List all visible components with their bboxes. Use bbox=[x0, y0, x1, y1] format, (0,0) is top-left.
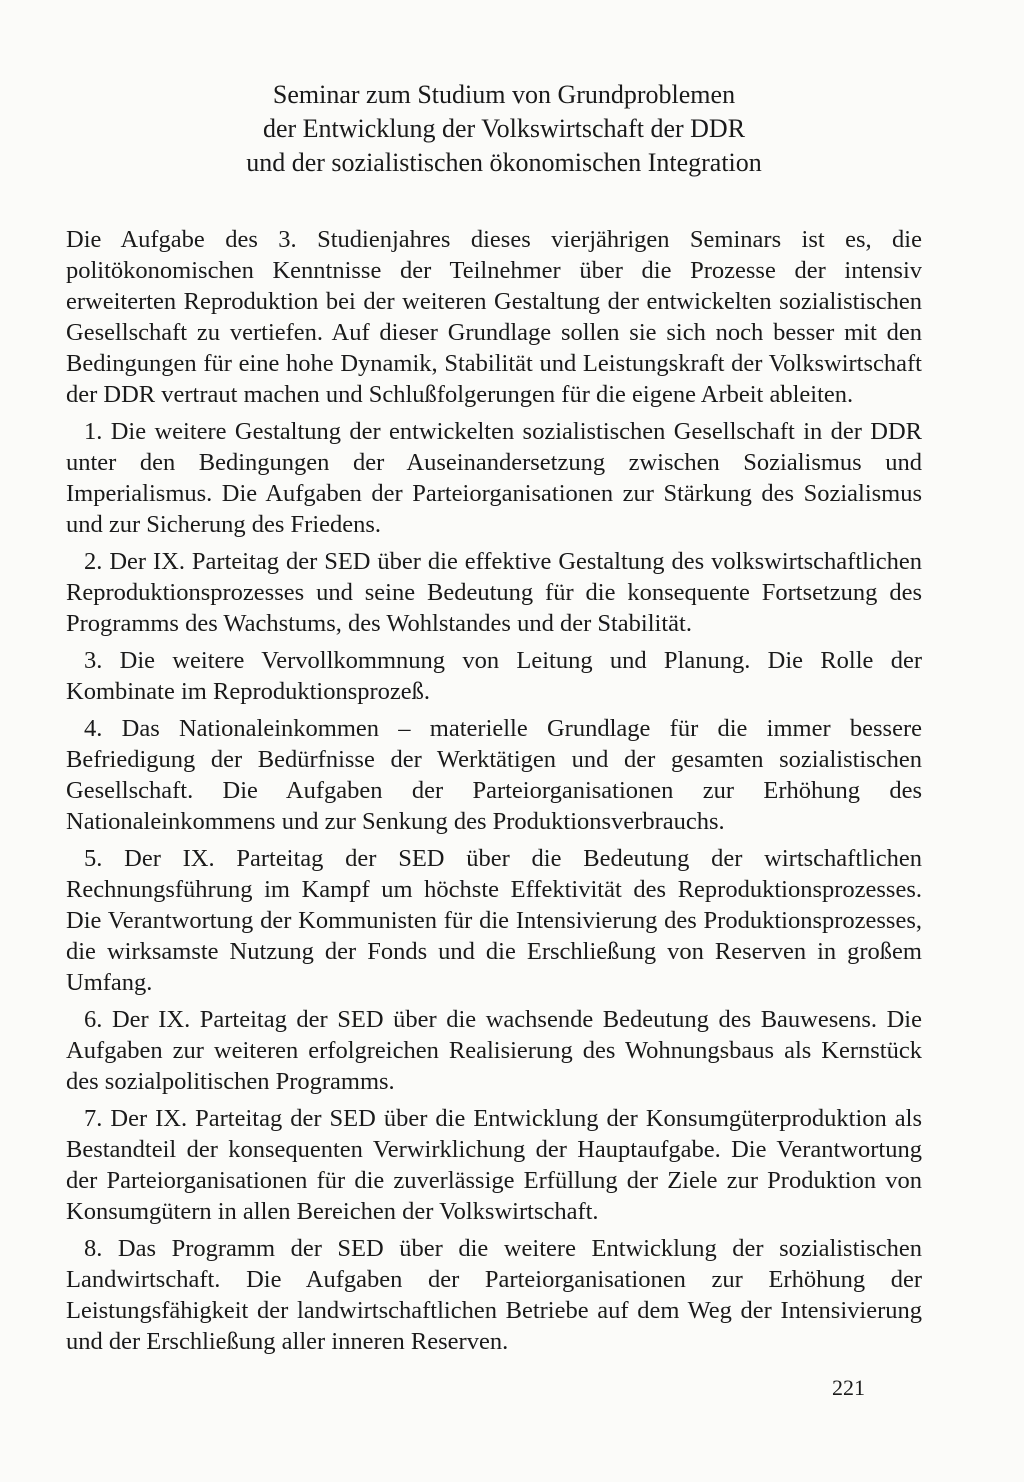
page-title bbox=[86, 78, 922, 180]
list-item-7: 7. Der IX. Parteitag der SED über die Entwicklung der Konsumgüterproduktion als Bestandteil der konsequenten Verwirklichung der Hauptaufgabe. Die Verantwortung der Parteiorganisationen für die zuverlässige Erfüllung der Ziele zur Produktion von Konsumgütern in allen Bereichen der Volkswirtschaft. bbox=[66, 1105, 922, 1225]
list-item-2: 2. Der IX. Parteitag der SED über die effektive Gestaltung des volkswirtschaftlichen Reproduktionsprozesses und seine Bedeutung für die konsequente Fortsetzung des Programms des Wachstums, des Wohlstandes und der Stabilität. bbox=[66, 548, 922, 637]
title-line-1: Seminar zum Studium von Grundproblemen bbox=[272, 80, 736, 109]
list-item-1: 1. Die weitere Gestaltung der entwickelten sozialistischen Gesellschaft in der DDR unter den Bedingungen der Auseinandersetzung zwischen Sozialismus und Imperialismus. Die Aufgaben der Parteiorganisationen zur Stärkung des Sozialismus und zur Sicherung des Friedens. bbox=[66, 418, 922, 538]
list-item-4: 4. Das Nationaleinkommen – materielle Grundlage für die immer bessere Befriedigung der Bedürfnisse der Werktätigen und der gesamten sozialistischen Gesellschaft. Die Aufgaben der Parteiorganisationen zur Erhöhung des Nationaleinkommens und zur Senkung des Produktionsverbrauchs. bbox=[66, 715, 922, 835]
list-item-3: 3. Die weitere Vervollkommnung von Leitung und Planung. Die Rolle der Kombinate im Reproduktionsprozeß. bbox=[66, 647, 922, 705]
list-item-6: 6. Der IX. Parteitag der SED über die wachsende Bedeutung des Bauwesens. Die Aufgaben zur weiteren erfolgreichen Realisierung des Wohnungsbaus als Kernstück des sozialpolitischen Programms. bbox=[66, 1006, 922, 1095]
page-number: 221 bbox=[832, 1375, 865, 1400]
title-line-2: der Entwicklung der Volkswirtschaft der DDR bbox=[262, 114, 746, 143]
list-item-8: 8. Das Programm der SED über die weitere Entwicklung der sozialistischen Landwirtschaft. Die Aufgaben der Parteiorganisationen zur Erhöhung der Leistungsfähigkeit der landwirtschaftlichen Betriebe auf dem Weg der Intensivierung und der Erschließung aller inneren Reserven. bbox=[66, 1235, 922, 1355]
intro-paragraph: Die Aufgabe des 3. Studienjahres dieses vierjährigen Seminars ist es, die politökonomischen Kenntnisse der Teilnehmer über die Prozesse der intensiv erweiterten Reproduktion bei der weiteren Gestaltung der entwickelten sozialistischen Gesellschaft zu vertiefen. Auf dieser Grundlage sollen sie sich noch besser mit den Bedingungen für eine hohe Dynamik, Stabilität und Leistungskraft der Volkswirtschaft der DDR vertraut machen und Schlußfolgerungen für die eigene Arbeit ableiten. bbox=[66, 226, 922, 408]
list-item-5: 5. Der IX. Parteitag der SED über die Bedeutung der wirtschaftlichen Rechnungsführung im Kampf um höchste Effektivität des Reproduktionsprozesses. Die Verantwortung der Kommunisten für die Intensivierung des Produktionsprozesses, die wirksamste Nutzung der Fonds und die Erschließung von Reserven in großem Umfang. bbox=[66, 845, 922, 996]
title-line-3: und der sozialistischen ökonomischen Integration bbox=[246, 148, 762, 177]
page-content bbox=[66, 78, 922, 1363]
